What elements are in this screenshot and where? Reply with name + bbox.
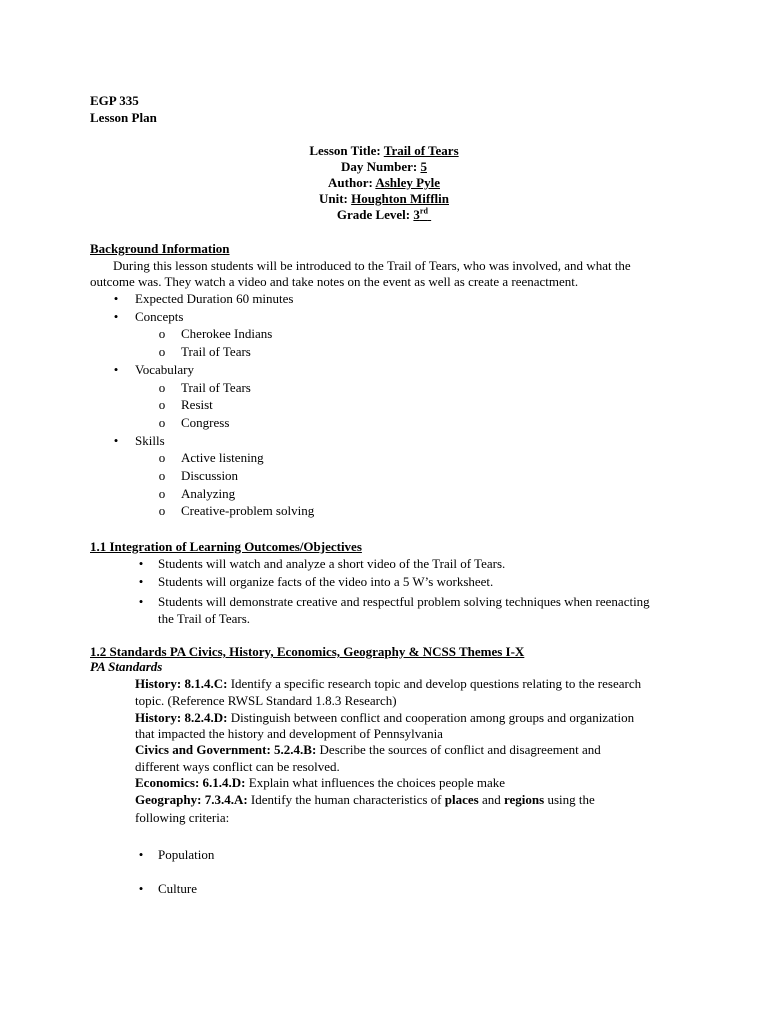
standard-label: History: 8.1.4.C: xyxy=(135,676,231,691)
standard-text-continuation: different ways conflict can be resolved. xyxy=(135,759,340,774)
bullet-icon: • xyxy=(138,556,144,571)
objective-item: Students will organize facts of the video into a 5 W’s worksheet. xyxy=(158,574,494,589)
bullet-icon: • xyxy=(138,847,144,862)
day-number-label: Day Number: xyxy=(341,159,421,174)
bullet-icon: • xyxy=(113,432,119,448)
standard-text: Distinguish between conflict and cooperation among groups and organization xyxy=(230,710,635,725)
standard-geography-7-3-4-a: Geography: 7.3.4.A: Identify the human characteristics of places and regions using the xyxy=(135,792,595,807)
background-paragraph-line1: During this lesson students will be introduced to the Trail of Tears, who was involved, and what the xyxy=(113,258,631,273)
lesson-title-value: Trail of Tears xyxy=(383,143,459,158)
objective-item: Students will demonstrate creative and respectful problem solving techniques when reenacting xyxy=(158,594,650,609)
sub-bullet-icon: o xyxy=(158,503,166,519)
standard-economics-6-1-4-d xyxy=(135,774,695,792)
background-subitem: Analyzing xyxy=(181,485,236,501)
standard-history-8-1-4-c xyxy=(135,675,695,693)
background-item: Skills xyxy=(135,432,165,448)
grade-level-label: Grade Level: xyxy=(336,207,414,222)
lesson-title-label: Lesson Title: xyxy=(309,143,384,158)
standard-label: Economics: 6.1.4.D: xyxy=(135,775,249,790)
standard-text-continuation: following criteria: xyxy=(135,810,230,825)
sub-bullet-icon: o xyxy=(158,326,166,342)
standard-label: Geography: 7.3.4.A: xyxy=(135,792,251,807)
bullet-icon: • xyxy=(113,291,119,306)
grade-level-line xyxy=(0,206,768,224)
sub-bullet-icon: o xyxy=(158,397,166,413)
standard-history-8-2-4-d xyxy=(135,709,695,727)
sub-bullet-icon: o xyxy=(158,379,166,395)
standard-label: Civics and Government: 5.2.4.B: xyxy=(135,742,320,757)
author-value: Ashley Pyle xyxy=(375,175,440,190)
sub-bullet-icon: o xyxy=(158,468,166,483)
bullet-icon: • xyxy=(138,881,144,896)
bullet-icon: • xyxy=(138,574,144,589)
background-subitem: Trail of Tears xyxy=(181,379,251,395)
standards-heading: 1.2 Standards PA Civics, History, Economics, Geography & NCSS Themes I-X xyxy=(90,644,525,659)
author-label: Author: xyxy=(328,175,376,190)
pa-standards-subheading: PA Standards xyxy=(90,659,163,674)
standard-text-continuation: that impacted the history and development of Pennsylvania xyxy=(135,726,443,741)
lesson-title-line xyxy=(0,142,768,160)
standard-text: Identify a specific research topic and develop questions relating to the research xyxy=(230,676,642,691)
background-subitem: Active listening xyxy=(181,450,264,466)
places-term: places xyxy=(444,792,479,807)
day-number-value: 5 xyxy=(420,159,427,174)
unit-value: Houghton Mifflin xyxy=(351,191,449,206)
standard-label: History: 8.2.4.D: xyxy=(135,710,231,725)
background-heading: Background Information xyxy=(90,241,230,256)
regions-term: regions xyxy=(504,792,545,807)
grade-level-value: 3rd xyxy=(413,206,428,222)
standard-text-continuation: topic. (Reference RWSL Standard 1.8.3 Research) xyxy=(135,693,397,708)
standard-text: Explain what influences the choices people make xyxy=(248,775,506,790)
background-subitem: Congress xyxy=(181,414,230,430)
standard-text: Describe the sources of conflict and disagreement and xyxy=(319,742,601,757)
sub-bullet-icon: o xyxy=(158,344,166,360)
background-item: Vocabulary xyxy=(135,361,194,377)
objective-item: Students will watch and analyze a short video of the Trail of Tears. xyxy=(158,556,506,571)
bullet-icon: • xyxy=(113,308,119,324)
background-item: Expected Duration 60 minutes xyxy=(135,291,294,306)
unit-line xyxy=(0,190,768,208)
criteria-item: Population xyxy=(158,847,215,862)
background-item: Concepts xyxy=(135,308,184,324)
unit-label: Unit: xyxy=(318,191,352,206)
background-paragraph-line2: outcome was. They watch a video and take notes on the event as well as create a reenactment. xyxy=(90,274,579,289)
bullet-icon: • xyxy=(138,594,144,609)
sub-bullet-icon: o xyxy=(158,450,166,466)
sub-bullet-icon: o xyxy=(158,414,166,430)
background-subitem: Resist xyxy=(181,397,213,413)
standard-civics-5-2-4-b xyxy=(135,741,695,759)
author-line xyxy=(0,174,768,192)
bullet-icon: • xyxy=(113,361,119,377)
background-subitem: Creative-problem solving xyxy=(181,503,315,519)
objective-item-continuation: the Trail of Tears. xyxy=(158,611,251,626)
document-type: Lesson Plan xyxy=(90,110,157,125)
criteria-item: Culture xyxy=(158,881,197,896)
course-code: EGP 335 xyxy=(90,93,139,108)
day-number-line xyxy=(0,158,768,176)
background-subitem: Cherokee Indians xyxy=(181,326,273,342)
sub-bullet-icon: o xyxy=(158,485,166,501)
objectives-heading: 1.1 Integration of Learning Outcomes/Objectives xyxy=(90,539,362,554)
background-subitem: Trail of Tears xyxy=(181,344,251,360)
background-subitem: Discussion xyxy=(181,468,239,483)
